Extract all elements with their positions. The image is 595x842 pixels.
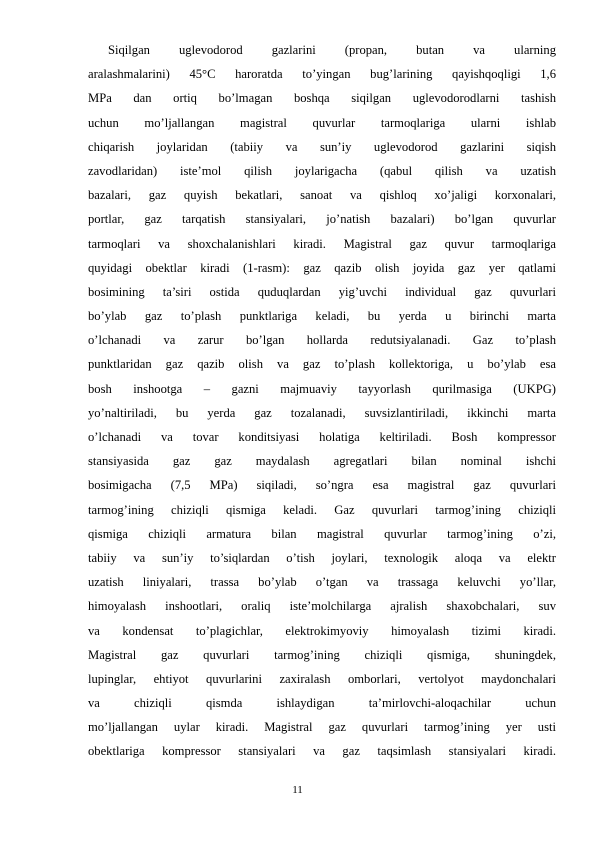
text-line: quyidagi obektlar kiradi (1-rasm): gaz qazib olish joyida gaz yer qatlami	[88, 260, 556, 275]
text-line: mo’ljallangan uylar kiradi. Magistral gaz quvurlari tarmog’ining yer usti	[88, 720, 556, 735]
text-line: tarmog’ining chiziqli qismiga keladi. Gaz quvurlari tarmog’ining chiziqli	[88, 502, 556, 517]
text-line: Magistral gaz quvurlari tarmog’ining chiziqli qismiga, shuningdek,	[88, 647, 556, 662]
text-line: Siqilgan uglevodorod gazlarini (propan, butan va ularning	[108, 43, 556, 57]
text-line: tabiiy va sun’iy to’siqlardan o’tish joylari, texnologik aloqa va elektr	[88, 550, 556, 565]
page-number: 11	[292, 784, 303, 796]
text-line: uchun mo’ljallangan magistral quvurlar tarmoqlariga ularni ishlab	[88, 115, 556, 130]
text-line: chiqarish joylaridan (tabiiy va sun’iy uglevodorod gazlarini siqish	[88, 139, 556, 154]
text-line: yo’naltiriladi, bu yerda gaz tozalanadi, suvsizlantiriladi, ikkinchi marta	[88, 405, 556, 420]
text-line: portlar, gaz tarqatish stansiyalari, jo’natish bazalari) bo’lgan quvurlar	[88, 212, 556, 227]
text-line: qismiga chiziqli armatura bilan magistral quvurlar tarmog’ining o’zi,	[88, 526, 556, 541]
text-line: bosh inshootga – gazni majmuaviy tayyorlash qurilmasiga (UKPG)	[88, 381, 556, 396]
text-line: va kondensat to’plagichlar, elektrokimyoviy himoyalash tizimi kiradi.	[88, 623, 556, 638]
text-line: zavodlaridan) iste’mol qilish joylarigacha (qabul qilish va uzatish	[88, 163, 556, 178]
text-line: himoyalash inshootlari, oraliq iste’molchilarga ajralish shaxobchalari, suv	[88, 599, 556, 614]
text-line: tarmoqlari va shoxchalanishlari kiradi. Magistral gaz quvur tarmoqlariga	[88, 236, 556, 251]
text-line: o’lchanadi va zarur bo’lgan hollarda redutsiyalanadi. Gaz to’plash	[88, 333, 556, 348]
text-line: MPa dan ortiq bo’lmagan boshqa siqilgan uglevodorodlarni tashish	[88, 91, 556, 106]
text-line: stansiyasida gaz gaz maydalash agregatlari bilan nominal ishchi	[88, 454, 556, 469]
text-line: obektlariga kompressor stansiyalari va gaz taqsimlash stansiyalari kiradi.	[88, 744, 556, 759]
text-line: bo’ylab gaz to’plash punktlariga keladi, bu yerda u birinchi marta	[88, 309, 556, 324]
text-line: bazalari, gaz quyish bekatlari, sanoat va qishloq xo’jaligi korxonalari,	[88, 188, 556, 203]
text-line: bosimigacha (7,5 MPa) siqiladi, so’ngra esa magistral gaz quvurlari	[88, 478, 556, 493]
text-line: aralashmalarini) 45°C haroratda to’yingan bug’larining qayishqoqligi 1,6	[88, 67, 556, 82]
text-line: punktlaridan gaz qazib olish va gaz to’plash kollektoriga, u bo’ylab esa	[88, 357, 556, 372]
text-line: o’lchanadi va tovar konditsiyasi holatiga keltiriladi. Bosh kompressor	[88, 430, 556, 444]
body-paragraph	[88, 38, 556, 764]
text-line: uzatish liniyalari, trassa bo’ylab o’tgan va trassaga keluvchi yo’llar,	[88, 575, 556, 590]
text-line: bosimining ta’siri ostida quduqlardan yig’uvchi individual gaz quvurlari	[88, 284, 556, 299]
text-line: va chiziqli qismda ishlaydigan ta’mirlovchi-aloqachilar uchun	[88, 696, 556, 711]
text-line: lupinglar, ehtiyot quvurlarini zaxiralash omborlari, vertolyot maydonchalari	[88, 671, 556, 686]
